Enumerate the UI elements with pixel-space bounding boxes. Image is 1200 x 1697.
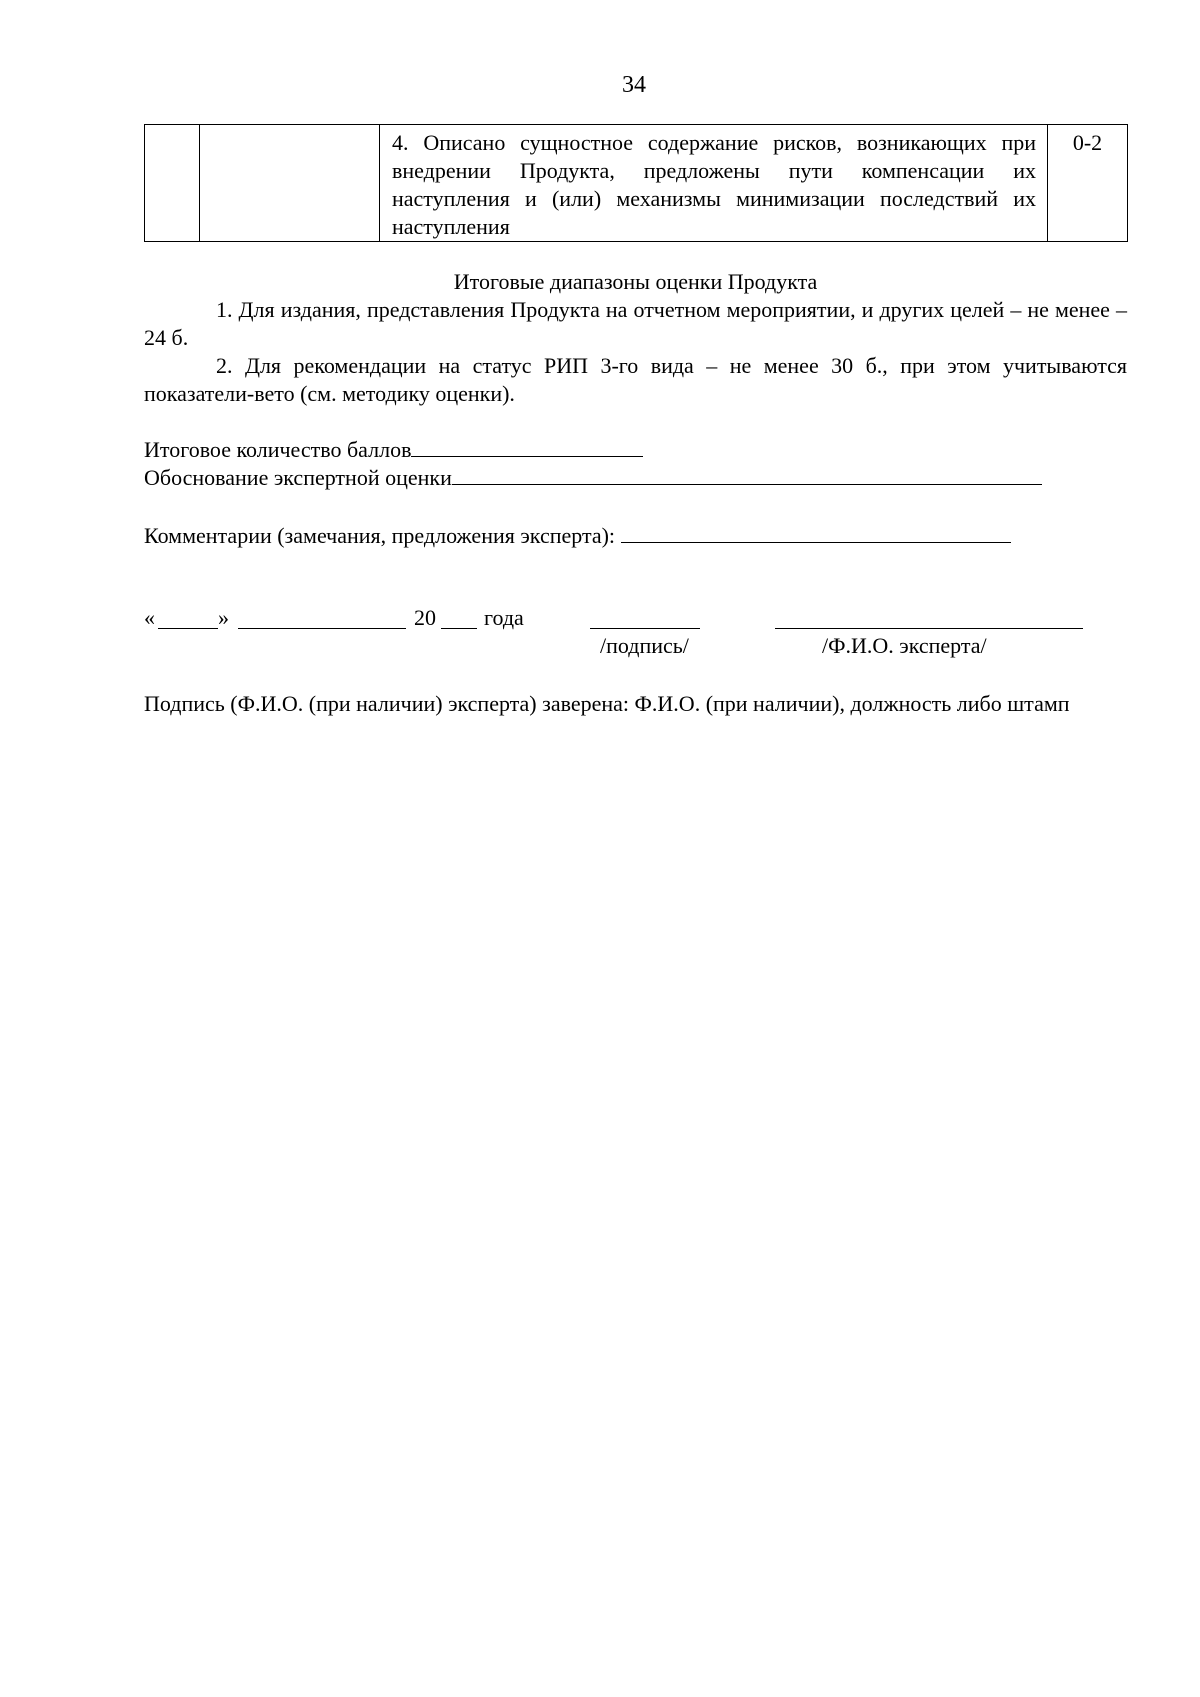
criteria-table	[144, 124, 1128, 242]
table-cell-number	[145, 125, 200, 242]
score-range: 0-2	[1072, 130, 1103, 155]
section-title: Итоговые диапазоны оценки Продукта	[453, 269, 818, 294]
year-prefix: 20	[414, 605, 436, 630]
date-open-quote: «	[144, 605, 155, 630]
indicator-text: 4. Описано сущностное содержание рисков, возникающих при внедрении Продукта, предложены пути компенсации их наступления и (или) механизмы минимизации последствий их наступления	[392, 130, 1036, 239]
table-cell-score	[1048, 125, 1128, 242]
comments-field[interactable]	[621, 522, 1011, 543]
comments-label: Комментарии (замечания, предложения эксперта):	[144, 523, 616, 548]
signature-caption: /подпись/	[600, 633, 689, 658]
certification-note: Подпись (Ф.И.О. (при наличии) эксперта) заверена: Ф.И.О. (при наличии), должность либо штамп	[144, 691, 1070, 716]
page-number: 34	[622, 72, 646, 98]
year-field[interactable]	[441, 628, 477, 629]
comments-line	[144, 522, 1011, 550]
expert-name-field[interactable]	[775, 628, 1083, 629]
justification-label: Обоснование экспертной оценки	[144, 465, 452, 490]
expert-name-caption: /Ф.И.О. эксперта/	[822, 633, 987, 658]
total-score-line	[144, 436, 643, 464]
date-close-quote: »	[218, 605, 229, 630]
table-cell-criterion	[200, 125, 380, 242]
signature-field[interactable]	[590, 628, 700, 629]
total-score-label: Итоговое количество баллов	[144, 437, 412, 462]
range-item-2: 2. Для рекомендации на статус РИП 3-го вида – не менее 30 б., при этом учитываются показатели-вето (см. методику оценки).	[144, 353, 1127, 406]
date-day-field[interactable]	[158, 628, 218, 629]
total-score-field[interactable]	[411, 436, 643, 457]
justification-field[interactable]	[452, 464, 1042, 485]
table-cell-indicator	[380, 125, 1048, 242]
range-item-1: 1. Для издания, представления Продукта на отчетном мероприятии, и других целей – не менее – 24 б.	[144, 297, 1127, 350]
justification-line	[144, 464, 1042, 492]
year-suffix: года	[484, 605, 524, 630]
date-month-field[interactable]	[238, 628, 406, 629]
table-row	[145, 125, 1128, 242]
